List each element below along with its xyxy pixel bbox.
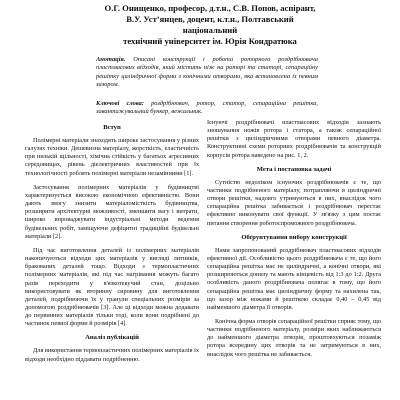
justification-heading: Обґрунтування вибору конструкції [241, 233, 347, 241]
authors-line-2: В.У. Устʼянцев, доцент, к.т.н., Полтавський національний [126, 14, 294, 35]
goal-heading: Мета і постановка задачі [256, 165, 332, 173]
intro-heading: Вступ [103, 124, 121, 131]
goal-paragraph-1: Сутністю недоліком існуючих роздрібнювачів є те, що частинки подрібненого матеріалу, потрапляючи в циліндричні отвори решітки, надовго утримуються в них, внаслідок чого сепараційна решітка забивається і роздрібнювач перестає ефективно виконувати свої функції. У зв'язку з цим постає питання створення роботоспроможного роздрібнювача. [207, 178, 381, 227]
analysis-heading: Аналіз публікацій [85, 334, 139, 342]
keywords-label: Ключові слова: [96, 100, 144, 107]
keywords-text: роздрібнювач, ротор, статор, сепараційна решітка, завантажувальний бункер, вежальник. [96, 100, 318, 116]
authors-line-3: технічний університет ім. Юрія Кондратюка [123, 36, 297, 46]
justification-paragraph-1: Нами запропонований роздрібнювач пластмасових відходів ефективної дії. Особливістю цього роздрібнювача є те, що його сепараційна решітка має не циліндричні, а конічні отвори, які розширюються донизу та мають кінцевість від 1:3 до 1:2. Друга особливість даного роздрібнювача полягає в тому, що його сепараційна решітка має циліндричну форму та нахилена так, що зазор між ножами й решіткою складає 0,40 – 0,45 від найменшого діаметра її отворів. [207, 246, 381, 311]
left-column [25, 119, 199, 370]
authors-line-1: О.Г. Онищенко, професор, д.т.н., С.В. Попов, аспірант, [104, 3, 316, 13]
abstract-text: Описані конструкції і робота роторного роздрібнювача пластмасових відходів, який містить ніж на роторі та статорі, сепараційну решітку циліндричної форми з конічними отворами, яка встановлена із певним зазором. [96, 56, 318, 88]
justification-paragraph-2: Конічна форма отворів сепараційної решітки сприяє тому, що частинки подрібненого матеріалу, розміри яких наближаються до найменшого діаметра отворів, проштовхуються позаміж ротора всередину цих отворів та не затримуються в них, внаслідок чого решітка не забивається. [207, 317, 381, 358]
analysis-paragraph-1: Для використання термопластичних полімерних матеріалів їх відходи необхідно піддавати подрібненню. [25, 347, 199, 363]
intro-paragraph-3: Під час виготовлення деталей із полімерних матеріалів накопичуються відходи цих матеріалів у вигляді литників, бракованих деталей тощо. Відходи з термопластичних полімерних матеріалів, які під час нагрівання можуть багато разів переходити у в'язкотекучий стан, доцільно використовувати як вторинну сировину для виготовлення деталей, подрібнюючи їх у гранули спеціальних розмірів за допомогою роздрібнювачів [3]. Але ці відходи можна додавати до первинних матеріалів тільки тоді, коли вони подрібнені до частинок певної форми й розмірів [4]. [25, 246, 199, 328]
abstract [96, 56, 318, 89]
intro-paragraph-1: Полімерні матеріали знаходять широке застосування у різних галузях техніки. Дешевизна матеріалу, жорсткість, еластичність при низькій щільності, хімічна стійкість у багатьох агресивних середовищах, рівень діелектричних властивостей при їх технологічності роблять полімерні матеріали незамінними [1]. [25, 137, 199, 177]
intro-paragraph-2: Застосування полімерних матеріалів у будівництві характеризується високою економічною ефективністю. Вони дають змогу знизити матеріаломісткість будівництва, розширити архітектурні можливості, зменшити вагу і витрати, широко впроваджувати індустріальні методи ведення будівельних робіт, заміщуючи дефіцитні традиційні будівельні матеріали [2]. [25, 183, 199, 240]
abstract-label: Анотація. [96, 56, 126, 63]
paper-authors [100, 3, 320, 47]
right-top-paragraph: Існуючі роздрібнювачі пластмасових відходів зазнають зношування ножів ротора і статора, а також сепараційної решітки з циліндричними отворами певного діаметра. Конструктивні схеми роторних роздрібнювачів та конструкцій корпусів ротора наведено на рис. 1, 2. [207, 119, 381, 159]
keywords [96, 100, 318, 117]
right-column [207, 119, 381, 365]
